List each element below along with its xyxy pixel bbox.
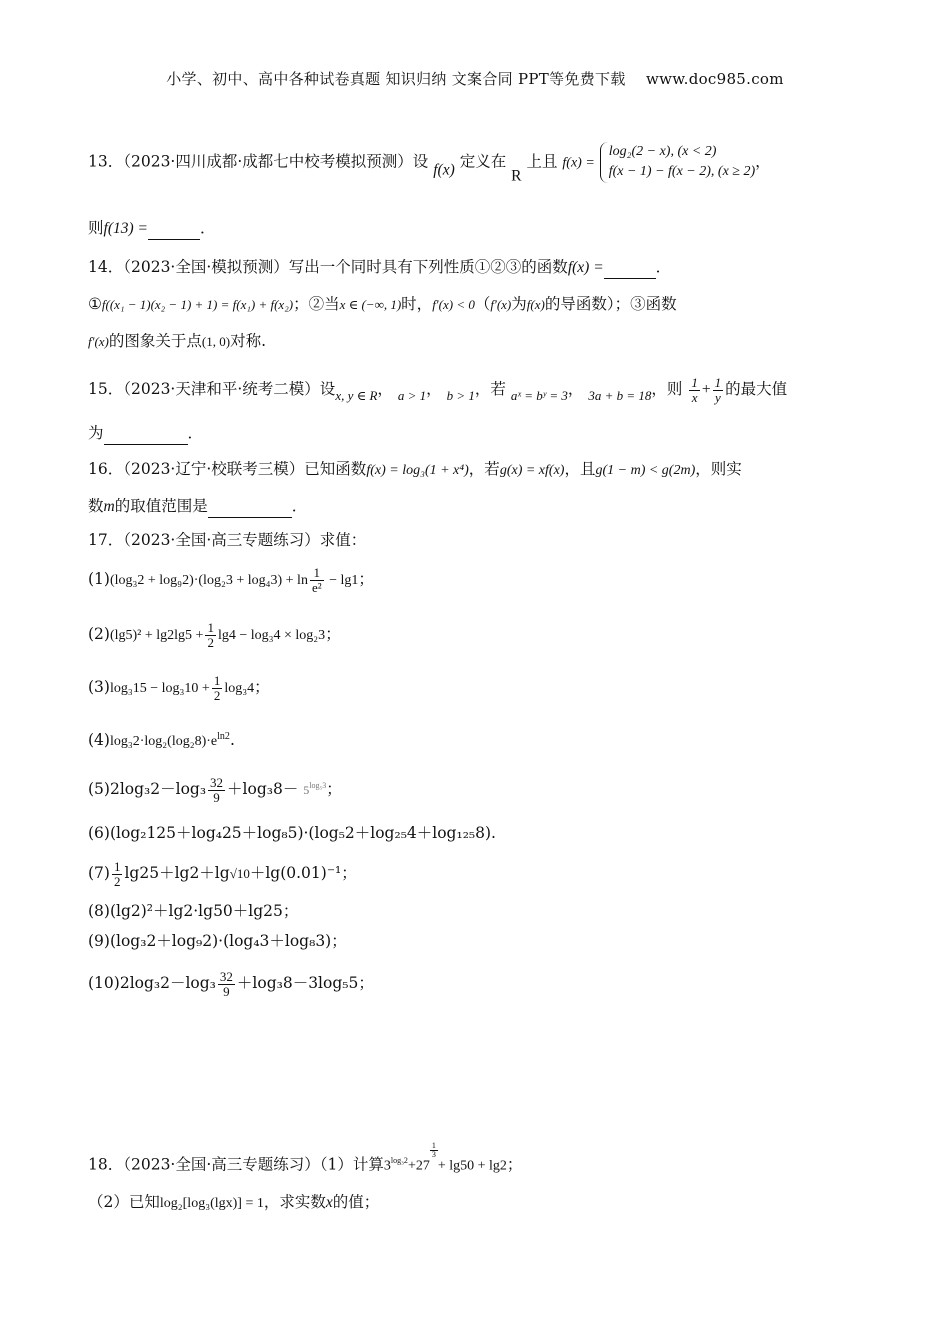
q17-item-6	[88, 823, 870, 844]
math-x: x	[325, 1194, 333, 1211]
question-17	[88, 530, 870, 551]
item-expr: log₃15 − log₃10 +	[109, 681, 210, 697]
text: 的导函数）；③函数	[544, 295, 677, 313]
question-number: 14．	[88, 258, 124, 276]
question-source: （2023·四川成都·成都七中校考模拟预测）	[123, 152, 413, 171]
question-source: （2023·天津和平·统考二模）	[123, 380, 320, 399]
q17-item-10	[88, 970, 870, 998]
item-expr-after: ＋log₃8－3log₅5	[236, 974, 359, 993]
question-13-line2	[88, 218, 870, 240]
item-expr: (log₃2 + log₉2)·(log₂3 + log₄3) + ln	[109, 573, 308, 589]
numerator: 1	[113, 859, 121, 874]
text: ，	[377, 380, 393, 399]
text: 数	[88, 497, 104, 515]
fraction-exponent	[430, 1142, 438, 1160]
text: 求值：	[319, 531, 367, 549]
math-inequality: g(1 − m) < g(2m)	[595, 463, 696, 478]
question-15	[88, 376, 870, 405]
text: ；	[358, 570, 374, 589]
numerator: 32	[210, 775, 224, 790]
math-equation: log₂[log₃(lgx)] = 1	[159, 1196, 264, 1211]
question-number: 18．	[88, 1155, 124, 1174]
case-2: f(x − 1) − f(x − 2), (x ≥ 2)	[608, 164, 756, 180]
text: ；②当	[293, 295, 340, 313]
numerator: 1	[213, 673, 221, 688]
fraction-1-over-x	[689, 376, 700, 404]
fraction	[112, 860, 123, 888]
item-expr-after: ＋lg(0.01)⁻¹	[249, 864, 342, 883]
answer-blank[interactable]	[148, 218, 200, 240]
question-source: （2023·全国·模拟预测）	[123, 258, 289, 276]
power-base: 27	[415, 1158, 430, 1174]
text: +	[701, 381, 711, 399]
math-exp: aˣ = bʸ = 3	[510, 388, 568, 404]
q17-item-1	[88, 566, 870, 594]
text: 为	[88, 424, 104, 442]
text: ，则实	[695, 460, 742, 478]
power-base: 5	[303, 783, 310, 798]
text: ．	[655, 258, 672, 276]
math-fx: f(x)	[526, 297, 545, 312]
answer-blank[interactable]	[208, 496, 292, 518]
power-exponent: log₃2	[390, 1156, 408, 1166]
sqrt-10: √10	[229, 866, 250, 882]
question-number: 16．	[88, 460, 124, 478]
math-sum: 3a + b = 18	[588, 388, 652, 404]
text: +	[407, 1158, 416, 1174]
text: ；	[325, 625, 341, 644]
denominator: 9	[223, 983, 230, 999]
page-header: 小学、初中、高中各种试卷真题 知识归纳 文案合同 PPT等免费下载 www.doc985.com	[166, 70, 784, 88]
numerator: 1	[310, 566, 324, 581]
text: 设	[412, 152, 429, 171]
item-expr: (lg5)² + lg2lg5 +	[109, 628, 204, 644]
denominator: 3	[431, 1150, 436, 1160]
power-base: 3	[383, 1158, 391, 1174]
text: ，	[567, 380, 584, 399]
fraction	[205, 621, 216, 649]
math-fprime: f′(x)	[490, 297, 512, 312]
piecewise-brace	[600, 142, 755, 183]
numerator: 1	[691, 375, 698, 390]
text: 为	[511, 295, 527, 313]
text: 对称.	[230, 332, 267, 350]
question-number: 15．	[88, 380, 124, 399]
answer-blank[interactable]	[104, 423, 188, 445]
answer-blank[interactable]	[604, 257, 656, 279]
numerator: 1	[714, 375, 722, 390]
item-expr-after: log₃4	[224, 681, 255, 697]
q17-item-9	[88, 931, 870, 952]
fraction	[218, 970, 235, 998]
fraction	[208, 776, 225, 804]
text: ；	[254, 678, 270, 697]
text: 写出一个同时具有下列性质①②③的函数	[288, 258, 568, 276]
text: 上且	[526, 152, 558, 171]
item-label: (8)	[88, 902, 110, 920]
question-14	[88, 257, 870, 279]
question-source: （2023·全国·高三专题练习）	[123, 531, 320, 549]
item-label: (1)	[88, 570, 110, 589]
math-b: b > 1	[446, 388, 475, 404]
denominator: x	[691, 389, 698, 405]
item-expr-after: ＋log₃8－	[227, 780, 299, 799]
question-18	[88, 1142, 870, 1176]
text: ，且	[564, 460, 596, 478]
math-m: m	[103, 498, 115, 515]
text: 已知函数	[304, 460, 367, 478]
text: ；	[506, 1155, 523, 1174]
item-expr: log₃2·log₂(log₂8)·e	[109, 734, 218, 750]
math-fx-def: f(x) = log₃(1 + x⁴)	[366, 463, 469, 478]
item-label: (7)	[88, 864, 110, 883]
text: ，	[426, 380, 442, 399]
text: 的图象关于点	[108, 332, 202, 350]
text: ，则	[651, 380, 683, 399]
math-point: (1, 0)	[201, 334, 231, 349]
text: ．	[187, 424, 204, 442]
q17-item-5	[88, 776, 870, 804]
item-label: (5)	[88, 780, 110, 799]
question-13	[88, 142, 870, 187]
item-label: (4)	[88, 731, 110, 750]
item-expr-after: lg4 − log₃4 × log₂3	[217, 628, 326, 644]
text: 设	[319, 380, 336, 399]
question-16	[88, 459, 870, 481]
question-number: 17．	[88, 531, 124, 549]
text: 则	[88, 219, 104, 237]
item-label: (2)	[88, 625, 110, 644]
numerator: 32	[219, 969, 233, 984]
q17-item-8	[88, 901, 870, 922]
text: ．	[291, 497, 308, 515]
fraction-1-over-y	[713, 376, 724, 404]
question-15-line2	[88, 423, 870, 445]
text: （2）已知	[88, 1193, 160, 1211]
item-expr-after: − lg1	[325, 573, 359, 589]
denominator: y	[714, 389, 721, 405]
item-expr: (log₂125＋log₄25＋log₈5)·(log₅2＋log₂₅4＋log₁₂₅8).	[109, 824, 496, 842]
item-expr: 2log₃2－log₃	[109, 780, 207, 799]
text: ；	[326, 780, 342, 799]
text: 定义在	[459, 152, 507, 171]
numerator: 1	[431, 1141, 436, 1150]
item-label: (9)	[88, 932, 110, 950]
question-16-line2	[88, 496, 870, 518]
item-expr: + lg50 + lg2	[437, 1158, 507, 1174]
text: 的最大值	[725, 380, 788, 399]
math-a: a > 1	[397, 388, 427, 404]
text: 时，	[401, 295, 433, 313]
math-interval: x ∈ (−∞, 1)	[339, 297, 402, 312]
item-expr: lg25＋lg2＋lg	[124, 864, 230, 883]
text: 的取值范围是	[114, 497, 208, 515]
text: （	[474, 295, 491, 313]
math-R: R	[511, 167, 522, 185]
text: ，若	[468, 460, 500, 478]
item-label: (10)	[88, 974, 120, 993]
math-property-1: f((x₁ − 1)(x₂ − 1) + 1) = f(x₁) + f(x₂)	[101, 297, 294, 312]
item-expr: (log₃2＋log₉2)·(log₄3＋log₈3)	[109, 932, 332, 950]
q17-item-4	[88, 730, 870, 752]
q17-item-3	[88, 674, 870, 702]
question-number: 13．	[88, 152, 124, 171]
text: ，若	[474, 380, 506, 399]
text: 的值；	[332, 1193, 380, 1211]
text: （1）计算	[319, 1155, 384, 1174]
text: .	[229, 731, 235, 750]
math-xy: x, y ∈ R	[335, 388, 378, 404]
math-derivative: f′(x) < 0	[432, 297, 475, 312]
question-14-line2	[88, 294, 870, 315]
denominator: 2	[113, 873, 121, 889]
denominator: 2	[213, 687, 221, 703]
power-exponent: log₅3	[309, 780, 327, 790]
math-f13: f(13) =	[103, 220, 148, 237]
question-source: （2023·辽宁·校联考三模）	[123, 460, 305, 478]
denominator: e²	[311, 579, 322, 595]
math-fx: f(x) =	[567, 259, 604, 276]
question-source: （2023·全国·高三专题练习）	[123, 1155, 320, 1174]
case-1: log₂(2 − x), (x < 2)	[608, 144, 717, 159]
text: ；	[331, 932, 347, 950]
text: ，求实数	[263, 1193, 326, 1211]
math-fprime: f′(x)	[88, 334, 109, 349]
denominator: 9	[213, 789, 220, 805]
item-label: (6)	[88, 824, 110, 842]
item-expr: (lg2)²＋lg2·lg50＋lg25	[109, 902, 283, 920]
numerator: 1	[207, 620, 214, 635]
question-14-line3	[88, 331, 870, 352]
text: ．	[199, 219, 216, 237]
exponent: ln2	[217, 731, 230, 742]
text: ；	[282, 902, 299, 920]
text: ；	[341, 864, 357, 883]
math-gx-def: g(x) = xf(x)	[499, 463, 565, 478]
q17-item-7	[88, 860, 870, 888]
denominator: 2	[207, 634, 214, 650]
q17-item-2	[88, 621, 870, 649]
question-18-line2	[88, 1192, 870, 1214]
fraction	[310, 566, 324, 594]
text: ；	[358, 974, 374, 993]
fraction	[212, 674, 223, 702]
math-fx: f(x)	[433, 161, 455, 179]
item-label: (3)	[88, 678, 110, 697]
math-def: f(x) =	[562, 155, 595, 171]
item-expr: 2log₃2－log₃	[119, 974, 216, 993]
text: ，	[755, 152, 771, 171]
text: ①	[88, 295, 102, 313]
